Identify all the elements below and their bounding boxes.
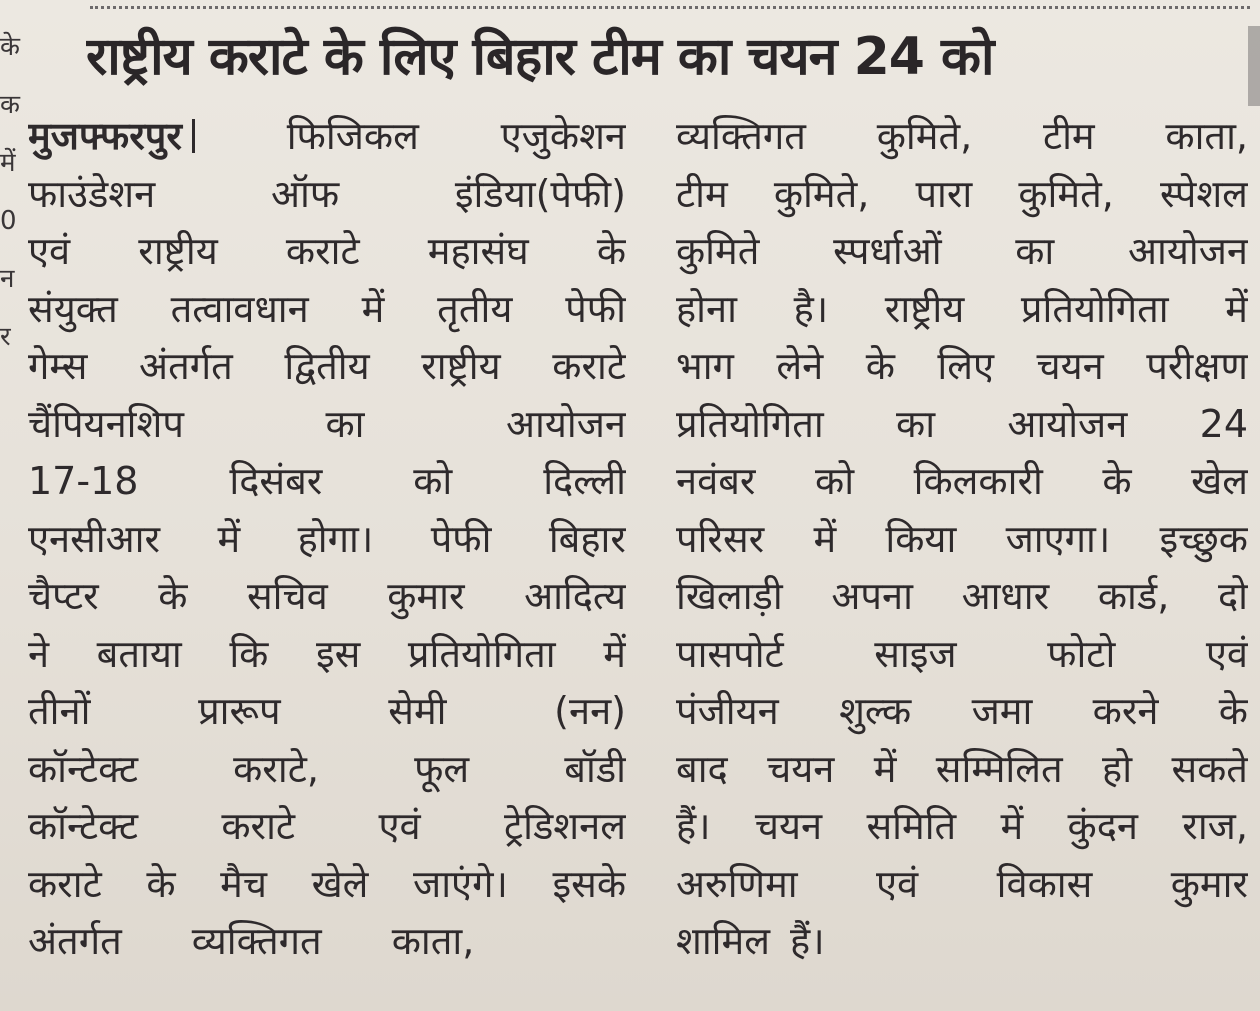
article-column-left (28, 108, 626, 971)
word: अपना (831, 574, 913, 618)
word: खेल (1191, 459, 1248, 503)
word: कुंदन (1067, 804, 1138, 848)
word: प्रतियोगिता (1020, 286, 1169, 331)
word: कुमार (387, 574, 465, 618)
word: के (1102, 459, 1132, 503)
text-line (676, 396, 1248, 454)
word: में (1000, 804, 1024, 848)
text-line (28, 913, 626, 971)
word: खेले (311, 861, 369, 906)
text-line (676, 913, 1248, 971)
text-line (676, 798, 1248, 856)
dateline: मुजफ्फरपुर (28, 114, 182, 158)
text-line (676, 223, 1248, 281)
text-line (676, 281, 1248, 339)
text-line (676, 856, 1248, 914)
word: आयोजन (505, 401, 626, 446)
word: में (217, 516, 241, 561)
word: ट्रेडिशनल (503, 804, 626, 848)
text-line (28, 108, 626, 166)
word: 24 (1199, 401, 1248, 446)
word: कराटे (28, 861, 102, 906)
word: पंजीयन (676, 689, 779, 733)
word: टीम (676, 171, 728, 216)
dateline-group (28, 108, 205, 166)
text-line (28, 568, 626, 626)
word: इसके (552, 861, 626, 906)
word: राष्ट्रीय (421, 344, 501, 388)
word: को (413, 459, 453, 503)
word: कुमिते, (773, 171, 870, 216)
word: अंतर्गत (28, 919, 122, 963)
top-dotted-rule (90, 6, 1250, 9)
text-line (676, 683, 1248, 741)
word: को (815, 459, 855, 503)
text-line (676, 741, 1248, 799)
word: है। (793, 286, 829, 331)
word: के (158, 574, 188, 618)
word: द्वितीय (284, 344, 370, 388)
word: में (603, 631, 626, 676)
text-line (28, 166, 626, 224)
word: काता, (391, 919, 475, 963)
word: फाउंडेशन (28, 171, 156, 216)
word: कुमिते, (876, 114, 973, 158)
text-line (28, 626, 626, 684)
word: चयन (1036, 344, 1104, 388)
dateline-separator (192, 119, 195, 153)
text-line (676, 166, 1248, 224)
word: व्यक्तिगत (191, 919, 322, 963)
word: राज, (1182, 804, 1248, 848)
word: लिए (937, 344, 995, 388)
text-line (676, 511, 1248, 569)
word: के (596, 229, 626, 273)
word: पारा (915, 171, 973, 216)
margin-fragment: न (0, 264, 15, 294)
word: परीक्षण (1146, 344, 1248, 388)
word: कुमिते, (1018, 171, 1114, 216)
word: स्पर्धाओं (833, 229, 942, 273)
word: में (361, 286, 385, 331)
word: खिलाड़ी (676, 574, 783, 618)
word: एनसीआर (28, 516, 161, 561)
word: तत्वावधान (170, 286, 309, 331)
word: चैप्टर (28, 574, 99, 618)
word: जाएगा। (1005, 516, 1111, 561)
word: मैच (220, 861, 267, 906)
word: किलकारी (913, 459, 1043, 503)
word: एवं (378, 804, 421, 848)
word: एजुकेशन (500, 114, 626, 158)
word: समिति (866, 804, 957, 848)
word: कॉन्टेक्ट (28, 746, 138, 791)
word: गेम्स (28, 344, 88, 388)
word: दिल्ली (543, 459, 626, 503)
word: का (325, 401, 365, 446)
word: अरुणिमा (676, 861, 798, 906)
margin-fragment: के (0, 32, 20, 62)
word: सचिव (246, 574, 328, 618)
word: दिसंबर (229, 459, 323, 503)
word: विकास (996, 861, 1093, 906)
word: अंतर्गत (139, 344, 233, 388)
article-headline: राष्ट्रीय कराटे के लिए बिहार टीम का चयन 24 को (86, 27, 994, 87)
word: लेने (776, 344, 824, 388)
word: में (873, 746, 897, 791)
word: आदित्य (524, 574, 626, 618)
word: कुमार (1170, 861, 1248, 906)
word: कराटे (285, 229, 360, 273)
word: एवं (28, 229, 71, 273)
word: तृतीय (437, 286, 513, 331)
word: एवं (876, 861, 919, 906)
margin-fragment: क (0, 90, 20, 120)
word: राष्ट्रीय (138, 229, 218, 273)
word: प्रारूप (198, 689, 281, 733)
word: सकते (1171, 746, 1248, 791)
text-line (28, 683, 626, 741)
word: राष्ट्रीय (884, 286, 965, 331)
text-line (676, 626, 1248, 684)
word: भाग (676, 344, 734, 388)
word: चयन (767, 746, 835, 791)
text-line (676, 568, 1248, 626)
margin-fragment: में (0, 148, 16, 178)
word: कुमिते (676, 229, 760, 273)
word: संयुक्त (28, 286, 118, 331)
word: प्रतियोगिता (407, 631, 556, 676)
word: बिहार (548, 516, 626, 561)
adjacent-article-edge (1248, 26, 1260, 106)
word: इच्छुक (1159, 516, 1248, 561)
word: महासंघ (427, 229, 529, 273)
word: हैं। (790, 919, 825, 963)
word: टीम (1042, 114, 1095, 158)
word: के (1218, 689, 1248, 733)
word: में (1225, 286, 1248, 331)
word: पेफी (430, 516, 492, 561)
word: आयोजन (1007, 401, 1128, 446)
word: बॉडी (564, 746, 626, 791)
word: जाएंगे। (413, 861, 508, 906)
word: हो (1102, 746, 1133, 791)
word: जमा (971, 689, 1033, 733)
text-line (28, 511, 626, 569)
word: प्रतियोगिता (676, 401, 824, 446)
margin-fragment: 0 (0, 206, 17, 236)
text-line (676, 453, 1248, 511)
word: कराटे (552, 344, 626, 388)
article-column-right (676, 108, 1248, 971)
word: इस (315, 631, 361, 676)
word: दो (1217, 574, 1248, 618)
word: फोटो (1047, 631, 1116, 676)
word: कराटे, (233, 746, 319, 791)
word: का (896, 401, 936, 446)
word: के (146, 861, 176, 906)
word: तीनों (28, 689, 91, 733)
word: शुल्क (839, 689, 912, 733)
word: व्यक्तिगत (676, 114, 806, 158)
margin-fragment: र (0, 322, 11, 352)
word: इंडिया(पेफी) (454, 171, 626, 216)
word: आधार (961, 574, 1050, 618)
word: आयोजन (1127, 229, 1248, 273)
word: करने (1092, 689, 1159, 733)
word: 17-18 (28, 459, 139, 503)
word: ऑफ (270, 171, 340, 216)
word: होना (676, 286, 737, 331)
text-line (28, 338, 626, 396)
word: कि (229, 631, 269, 676)
word: नवंबर (676, 459, 756, 503)
word: चयन (754, 804, 823, 848)
word: बताया (96, 631, 182, 676)
text-line (28, 281, 626, 339)
text-line (28, 856, 626, 914)
word: पासपोर्ट (676, 631, 784, 676)
word: का (1015, 229, 1055, 273)
word: कार्ड, (1097, 574, 1170, 618)
word: बाद (676, 746, 728, 791)
text-line (676, 108, 1248, 166)
text-line (28, 396, 626, 454)
word: पेफी (565, 286, 626, 331)
word: काता, (1165, 114, 1248, 158)
text-line (28, 798, 626, 856)
word: हैं। (676, 804, 711, 848)
text-line (28, 741, 626, 799)
word: परिसर (676, 516, 765, 561)
word: चैंपियनशिप (28, 401, 184, 446)
word: स्पेशल (1159, 171, 1248, 216)
word: ने (28, 631, 50, 676)
word: शामिल (676, 919, 771, 963)
text-line (28, 453, 626, 511)
word: किया (885, 516, 957, 561)
word: सेमी (388, 689, 447, 733)
word: कराटे (221, 804, 296, 848)
word: सम्मिलित (935, 746, 1063, 791)
word: एवं (1205, 631, 1248, 676)
text-line (28, 223, 626, 281)
word: फिजिकल (286, 114, 419, 158)
word: (नन) (554, 689, 626, 733)
word: कॉन्टेक्ट (28, 804, 138, 848)
word: के (865, 344, 895, 388)
word: साइज (874, 631, 957, 676)
word: में (813, 516, 837, 561)
word: होगा। (297, 516, 374, 561)
text-line (676, 338, 1248, 396)
word: फूल (414, 746, 470, 791)
